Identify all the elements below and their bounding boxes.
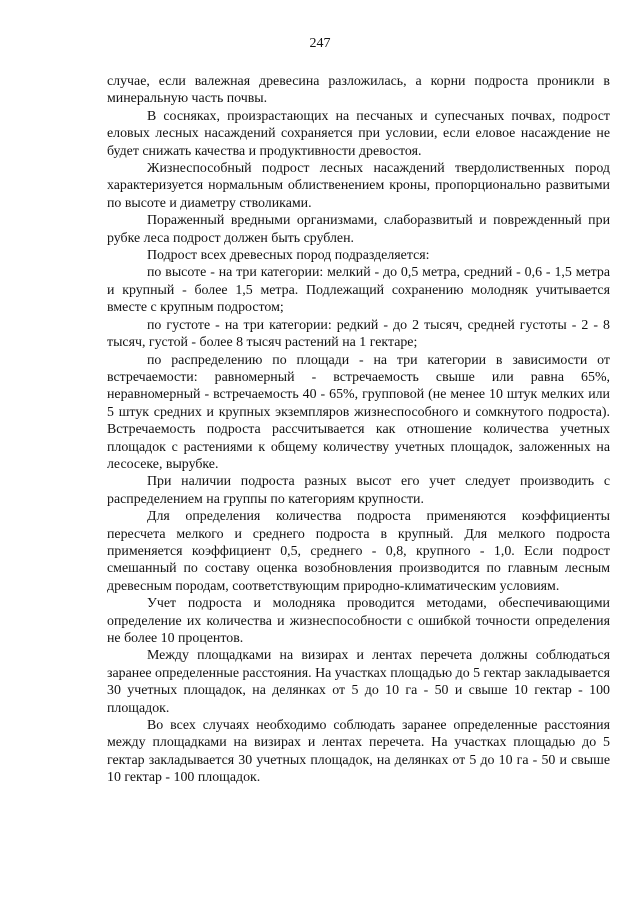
paragraph: по распределению по площади - на три категории в зависимости от встречаемости: равномерный - встречаемость свыше или равна 65%, неравномерный - встречаемость 40 - 65%, групповой (не менее 10 штук мелких или 5 штук средних и крупных экземпляров жизнеспособного и сомкнутого подроста). Встречаемость подроста рассчитывается как отношение количества учетных площадок с растениями к общему количеству учетных площадок, заложенных на лесосеке, вырубке. — [107, 352, 610, 472]
paragraph: по густоте - на три категории: редкий - до 2 тысяч, средней густоты - 2 - 8 тысяч, густой - более 8 тысяч растений на 1 гектаре; — [107, 317, 610, 351]
paragraph: Учет подроста и молодняка проводится методами, обеспечивающими определение их количества и жизнеспособности с ошибкой точности определения не более 10 процентов. — [107, 596, 610, 646]
paragraph: Пораженный вредными организмами, слаборазвитый и поврежденный при рубке леса подрост должен быть срублен. — [107, 213, 610, 246]
paragraph: по высоте - на три категории: мелкий - до 0,5 метра, средний - 0,6 - 1,5 метра и крупный - более 1,5 метра. Подлежащий сохранению молодняк учитывается вместе с крупным подростом; — [107, 265, 610, 316]
paragraph: Жизнеспособный подрост лесных насаждений твердолиственных пород характеризуется нормальным облиственением кроны, пропорционально развитыми по высоте и диаметру стволиками. — [107, 161, 610, 211]
body-text — [107, 73, 610, 787]
paragraph: Для определения количества подроста применяются коэффициенты пересчета мелкого и среднего подроста в крупный. Для мелкого подроста применяется коэффициент 0,5, среднего - 0,8, крупного - 1,0. Если подрост смешанный по составу оценка возобновления производится по главным лесным древесным породам, соответствующим природно-климатическим условиям. — [107, 509, 610, 594]
paragraph: Во всех случаях необходимо соблюдать заранее определенные расстояния между площадками на визирах и лентах перечета. На участках площадью до 5 гектар закладывается 30 учетных площадок, на делянках от 5 до 10 га - 50 и свыше 10 гектар - 100 площадок. — [107, 718, 610, 786]
paragraph: случае, если валежная древесина разложилась, а корни подроста проникли в минеральную часть почвы. — [107, 74, 610, 107]
paragraph: В сосняках, произрастающих на песчаных и супесчаных почвах, подрост еловых лесных насаждений сохраняется при условии, если еловое насаждение не будет снижать качества и продуктивности древостоя. — [107, 108, 610, 159]
paragraph: Между площадками на визирах и лентах перечета должны соблюдаться заранее определенные расстояния. На участках площадью до 5 гектар закладывается 30 учетных площадок, на делянках от 5 до 10 га - 50 и свыше 10 гектар - 100 площадок. — [107, 648, 610, 716]
paragraph: При наличии подроста разных высот его учет следует производить с распределением на группы по категориям крупности. — [107, 474, 610, 507]
page-number: 247 — [309, 36, 331, 51]
paragraph: Подрост всех древесных пород подразделяется: — [147, 248, 430, 264]
